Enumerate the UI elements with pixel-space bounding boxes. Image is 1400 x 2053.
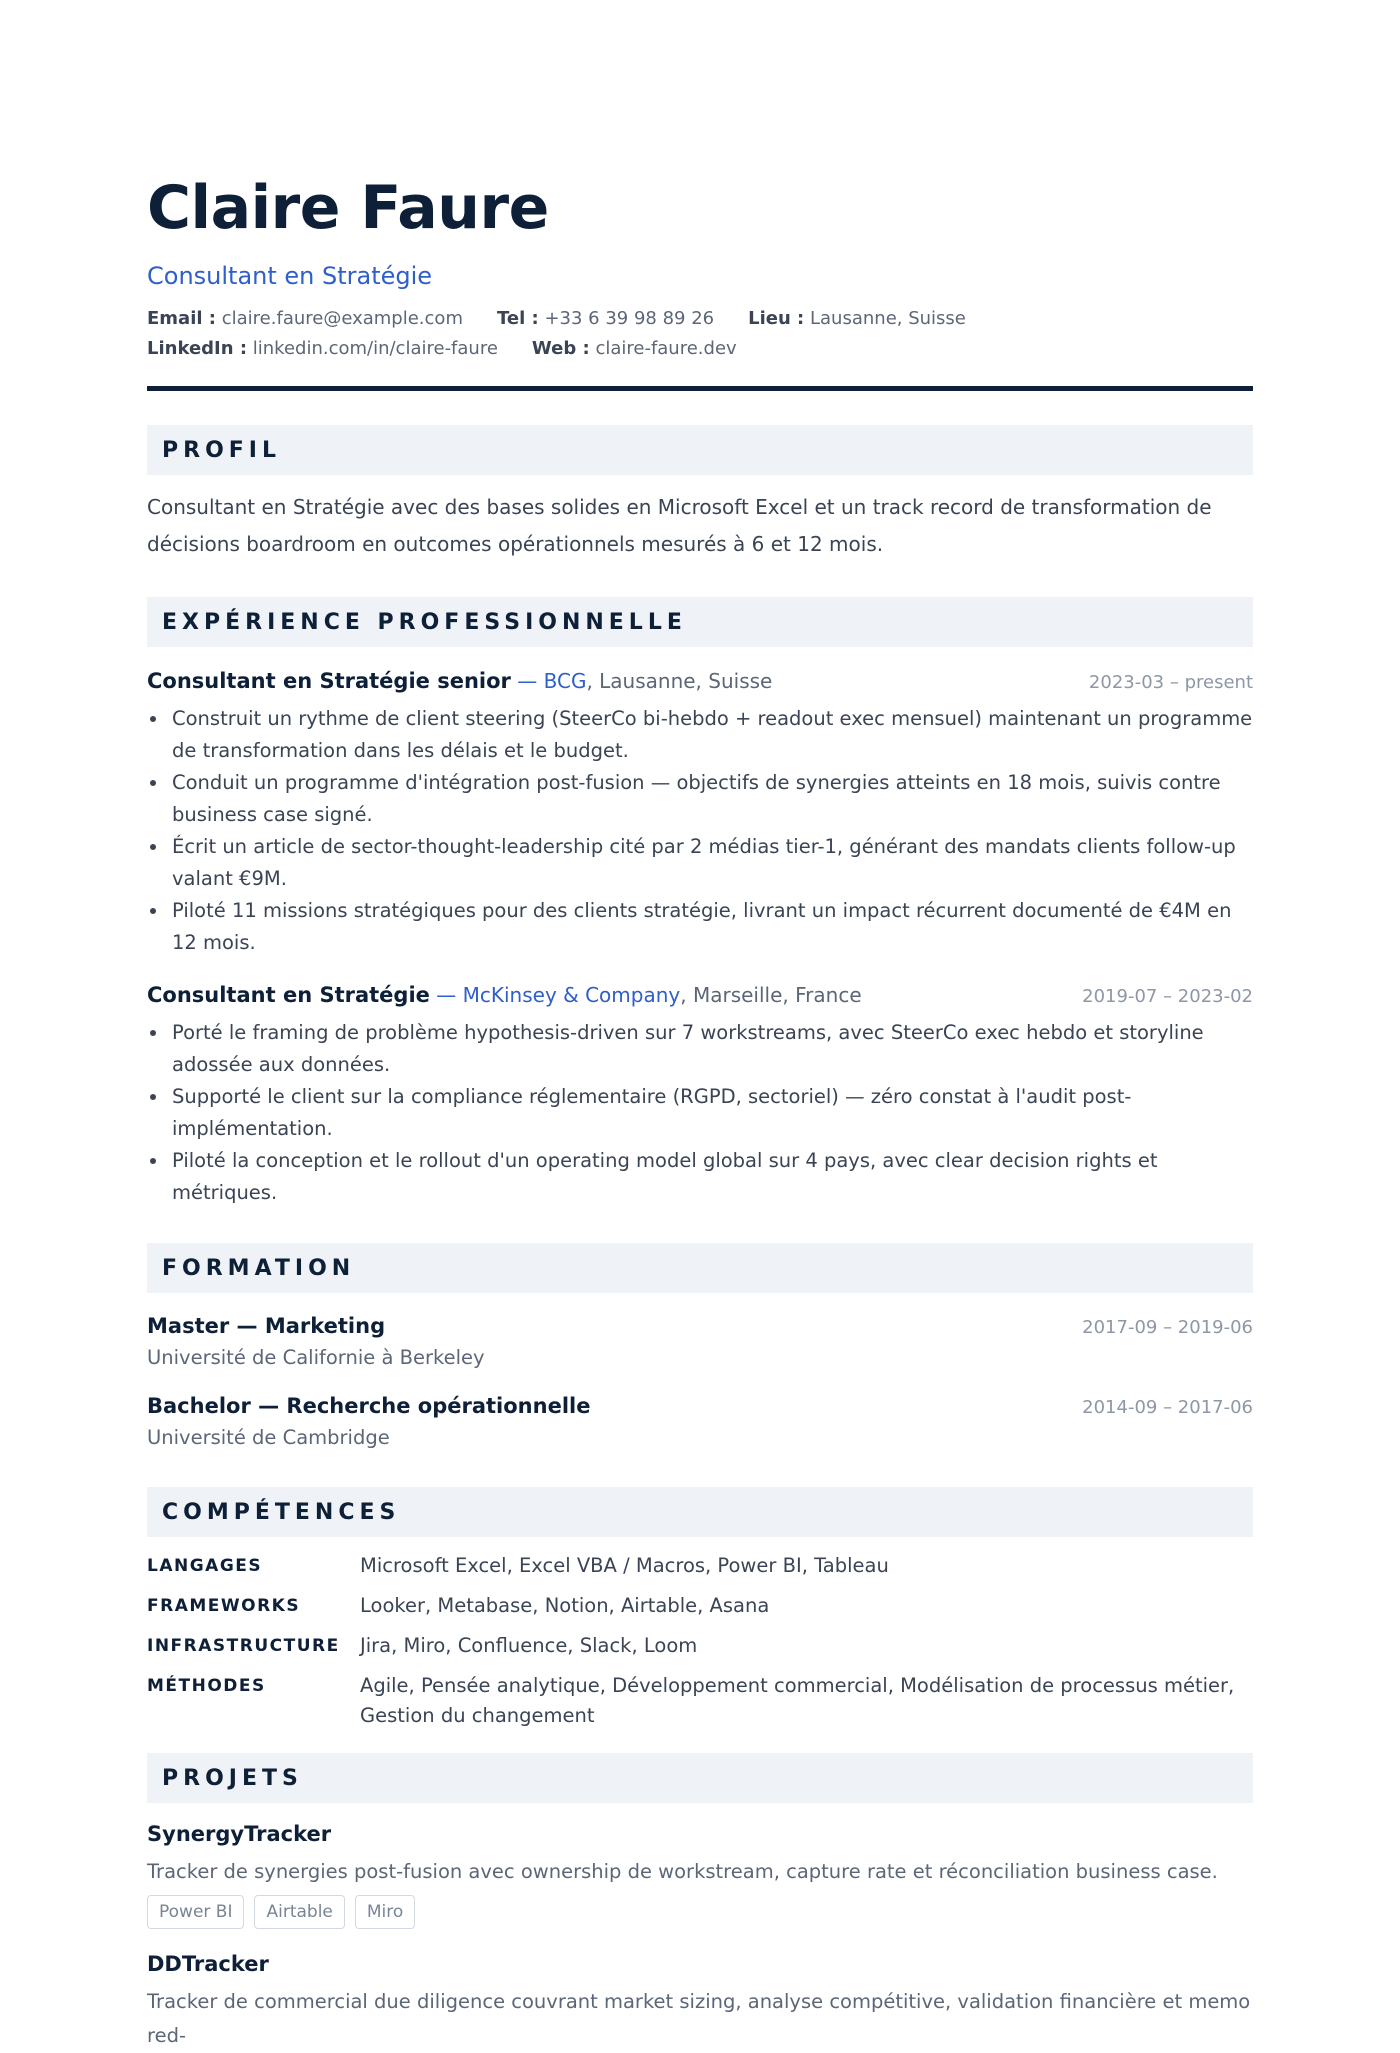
web-value[interactable]: claire-faure.dev: [595, 338, 737, 359]
section-profil: [147, 425, 1253, 475]
section-competences: [147, 1487, 1253, 1537]
education-degree: Master — Marketing: [147, 1314, 386, 1338]
skill-value: Looker, Metabase, Notion, Airtable, Asana: [360, 1594, 770, 1617]
project-description: Tracker de commercial due diligence couvrant market sizing, analyse compétitive, validation financière et memo red-: [147, 1990, 1251, 2047]
job-company: — BCG: [510, 669, 587, 693]
tel-label: Tel :: [496, 308, 539, 329]
job-entry: [147, 665, 1253, 959]
job-entry: [147, 979, 1253, 1209]
education-dates: 2014-09 – 2017-06: [1082, 1397, 1253, 1418]
education-degree: Bachelor — Recherche opérationnelle: [147, 1394, 591, 1418]
education-header: [147, 1309, 1253, 1343]
job-bullets: [147, 1017, 1253, 1209]
job-dates: 2023-03 – present: [1088, 672, 1253, 693]
contact-row-1: [147, 304, 1253, 334]
location-label: Lieu :: [748, 308, 805, 329]
profile-summary: Consultant en Stratégie avec des bases solides en Microsoft Excel et un track record de transformation de décisions boardroom en outcomes opérationnels mesurés à 6 et 12 mois.: [147, 495, 1212, 556]
project-name: DDTracker: [147, 1952, 269, 1976]
project-description: Tracker de synergies post-fusion avec ownership de workstream, capture rate et réconciliation business case.: [147, 1860, 1218, 1883]
skill-value: Agile, Pensée analytique, Développement commercial, Modélisation de processus métier, Gestion du changement: [360, 1674, 1235, 1727]
job-bullets: [147, 703, 1253, 959]
job-header: [147, 979, 1253, 1013]
linkedin-value[interactable]: linkedin.com/in/claire-faure: [252, 338, 498, 359]
linkedin-label: LinkedIn :: [147, 338, 248, 359]
job-header: [147, 665, 1253, 699]
project-tags: [147, 1895, 1253, 1929]
job-dates: 2019-07 – 2023-02: [1082, 986, 1253, 1007]
skill-row: [147, 1631, 1253, 1661]
job-title: Consultant en Stratégie senior: [147, 669, 511, 693]
section-title: FORMATION: [162, 1255, 356, 1281]
project-entry: [147, 1947, 1253, 2053]
contact-email[interactable]: [147, 304, 463, 334]
job-location: , Marseille, France: [680, 983, 862, 1007]
job-company: — McKinsey & Company: [429, 983, 681, 1007]
job-title: Consultant en Stratégie: [147, 983, 430, 1007]
project-tag: Power BI: [147, 1895, 244, 1929]
skill-value: Microsoft Excel, Excel VBA / Macros, Power BI, Tableau: [360, 1554, 889, 1577]
project-entry: [147, 1817, 1253, 1929]
skill-label: MÉTHODES: [147, 1676, 266, 1696]
job-bullet: Porté le framing de problème hypothesis-driven sur 7 workstreams, avec SteerCo exec hebdo et storyline adossée aux données.: [147, 1017, 1253, 1081]
tel-value: +33 6 39 98 89 26: [544, 308, 715, 329]
location-value: Lausanne, Suisse: [810, 308, 966, 329]
candidate-role: Consultant en Stratégie: [147, 262, 433, 290]
contact-block: [147, 304, 1253, 364]
skills-list: [147, 1551, 1253, 1731]
section-title: COMPÉTENCES: [162, 1499, 401, 1525]
skill-row: [147, 1551, 1253, 1581]
candidate-name: Claire Faure: [147, 173, 549, 243]
section-projets: [147, 1753, 1253, 1803]
project-tag: Airtable: [254, 1895, 344, 1929]
email-label: Email :: [147, 308, 217, 329]
education-header: [147, 1389, 1253, 1423]
header-divider: [147, 386, 1253, 391]
job-bullet: Écrit un article de sector-thought-leadership cité par 2 médias tier-1, générant des mandats clients follow-up valant €9M.: [147, 831, 1253, 895]
contact-tel: [497, 304, 714, 334]
education-entry: [147, 1389, 1253, 1453]
section-title: EXPÉRIENCE PROFESSIONNELLE: [162, 609, 687, 635]
section-formation: [147, 1243, 1253, 1293]
skill-value: Jira, Miro, Confluence, Slack, Loom: [360, 1634, 698, 1657]
job-bullet: Piloté 11 missions stratégiques pour des clients stratégie, livrant un impact récurrent documenté de €4M en 12 mois.: [147, 895, 1253, 959]
skill-label: INFRASTRUCTURE: [147, 1636, 340, 1656]
education-school: Université de Californie à Berkeley: [147, 1346, 485, 1369]
contact-location: [748, 304, 966, 334]
job-bullet: Supporté le client sur la compliance réglementaire (RGPD, sectoriel) — zéro constat à l'audit post-implémentation.: [147, 1081, 1253, 1145]
section-title: PROJETS: [162, 1765, 303, 1791]
education-dates: 2017-09 – 2019-06: [1082, 1317, 1253, 1338]
skill-row: [147, 1671, 1253, 1731]
contact-linkedin[interactable]: [147, 334, 498, 364]
skill-label: LANGAGES: [147, 1556, 263, 1576]
job-bullet: Piloté la conception et le rollout d'un operating model global sur 4 pays, avec clear decision rights et métriques.: [147, 1145, 1253, 1209]
contact-web[interactable]: [532, 334, 737, 364]
skill-label: FRAMEWORKS: [147, 1596, 301, 1616]
education-school: Université de Cambridge: [147, 1426, 390, 1449]
email-value[interactable]: claire.faure@example.com: [221, 308, 463, 329]
education-entry: [147, 1309, 1253, 1373]
section-title: PROFIL: [162, 437, 281, 463]
job-location: , Lausanne, Suisse: [586, 669, 773, 693]
project-tag: Miro: [355, 1895, 415, 1929]
job-bullet: Conduit un programme d'intégration post-fusion — objectifs de synergies atteints en 18 mois, suivis contre business case signé.: [147, 767, 1253, 831]
project-name: SynergyTracker: [147, 1822, 332, 1846]
web-label: Web :: [531, 338, 590, 359]
contact-row-2: [147, 334, 1253, 364]
job-bullet: Construit un rythme de client steering (SteerCo bi-hebdo + readout exec mensuel) maintenant un programme de transformation dans les délais et le budget.: [147, 703, 1253, 767]
skill-row: [147, 1591, 1253, 1621]
section-experience: [147, 597, 1253, 647]
